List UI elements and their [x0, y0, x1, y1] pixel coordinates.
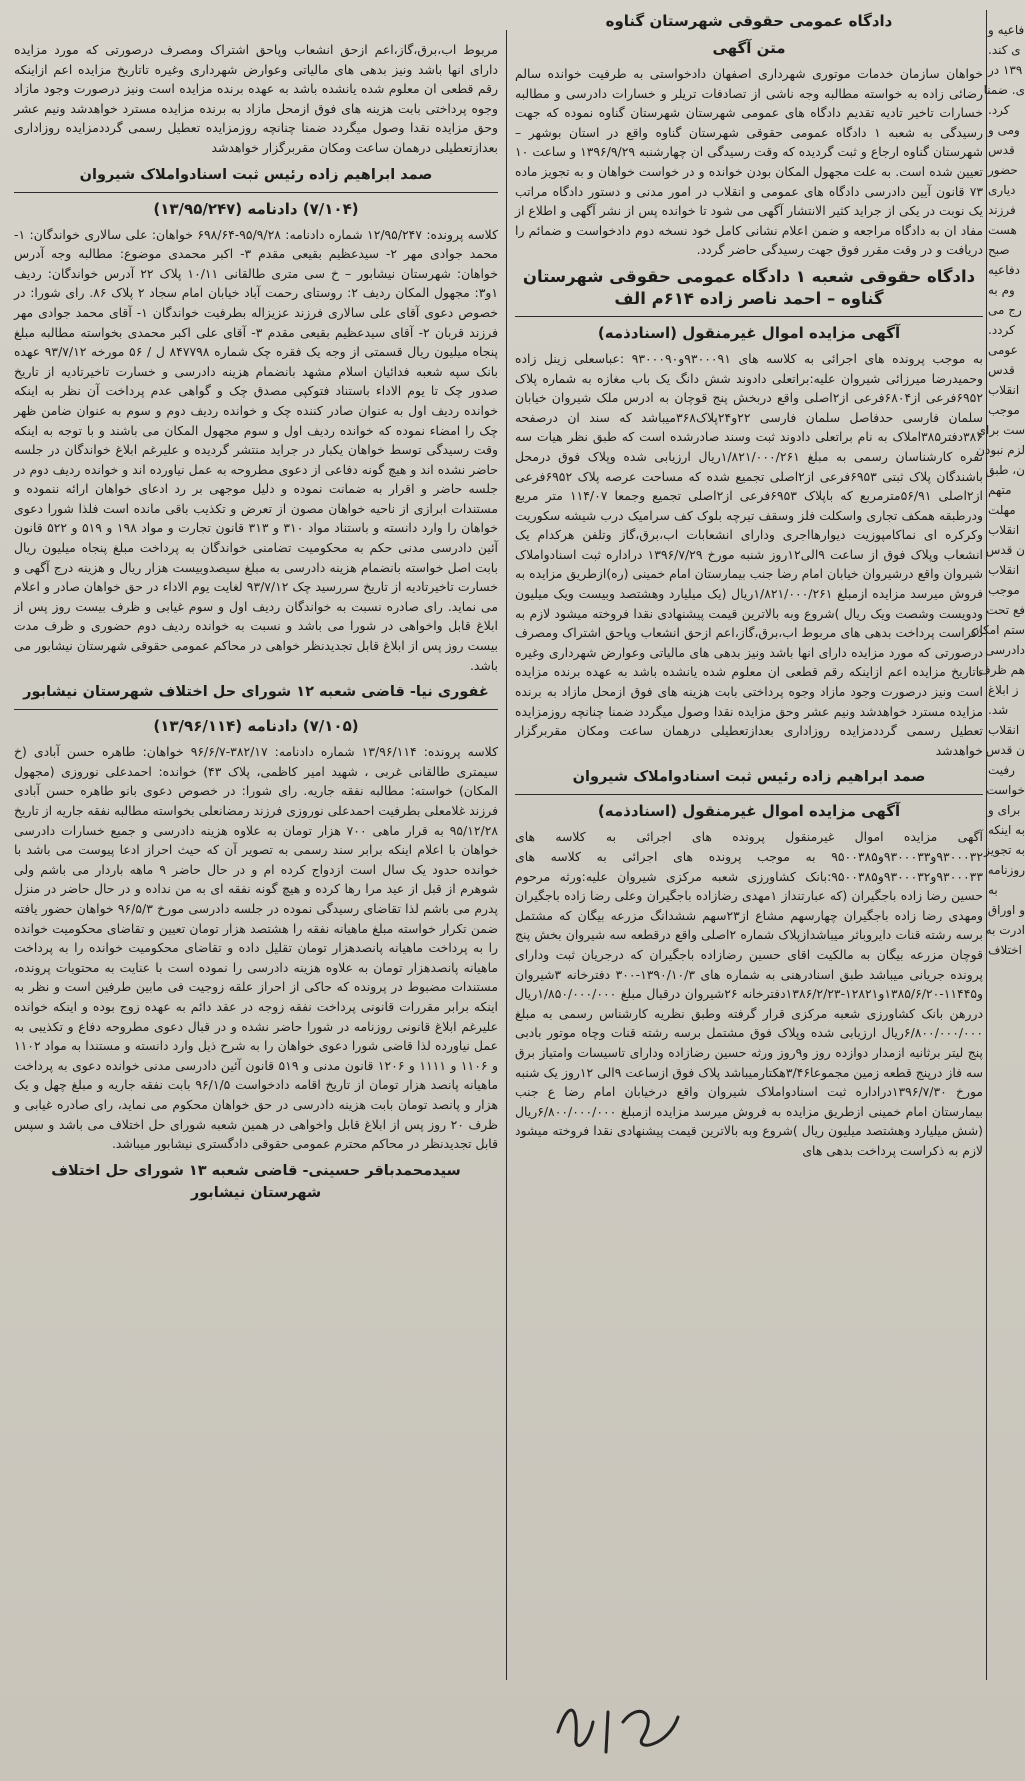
edge-text-fragment: کردد. [988, 323, 1015, 337]
edge-text-fragment: هم ظرف [978, 663, 1025, 677]
edge-text-fragment: مهلت [988, 503, 1016, 517]
notice-signature: دادگاه حقوقی شعبه ۱ دادگاه عمومی حقوقی شهرستان گناوه – احمد ناصر زاده ۶۱۴م الف [522, 266, 976, 308]
edge-text-fragment: ن قدس [985, 743, 1025, 757]
registry-head-signature: صمد ابراهیم زاده رئیس ثبت اسنادواملاک شیروان [79, 166, 433, 183]
edge-text-fragment: دیاری [988, 183, 1016, 197]
edge-text-fragment: ن، طبق [985, 463, 1025, 477]
court-heading: دادگاه عمومی حقوقی شهرستان گناوه [605, 12, 893, 30]
edge-text-fragment: روزنامه [987, 863, 1025, 877]
edge-text-fragment: رج می [988, 303, 1022, 317]
edge-text-fragment: ستم امکان [970, 623, 1025, 637]
edge-text-fragment: ن قدس [985, 543, 1025, 557]
edge-text-fragment: وم به [988, 283, 1015, 297]
left-column [14, 40, 498, 1680]
edge-text-fragment: خواست [986, 783, 1025, 797]
edge-text-fragment: فرزند [988, 203, 1016, 217]
edge-text-fragment: قدس [988, 143, 1015, 157]
edge-text-fragment: فع تحت [986, 603, 1025, 617]
edge-text-fragment: شد. [988, 703, 1009, 717]
column-rule [506, 30, 507, 1680]
edge-text-fragment: حضور [988, 163, 1018, 177]
edge-text-fragment: ز ابلاغ [988, 683, 1019, 697]
right-edge-column [970, 20, 1025, 1680]
edge-text-fragment: موجب [988, 403, 1020, 417]
edge-text-fragment: انقلاب [988, 383, 1020, 397]
edge-text-fragment: ی کند. [988, 43, 1021, 57]
edge-text-fragment: ست برای [976, 423, 1025, 437]
verdict-104-heading: (۷/۱۰۴) دادنامه (۱۳/۹۵/۲۴۷) [153, 199, 359, 218]
edge-text-fragment: قدس [988, 363, 1015, 377]
edge-text-fragment: انقلاب [988, 523, 1020, 537]
edge-text-fragment: و اوراق [987, 903, 1025, 917]
edge-text-fragment: موجب [988, 583, 1020, 597]
edge-text-fragment: ادرت به [985, 923, 1025, 937]
edge-text-fragment: به اینکه [988, 823, 1025, 837]
auction-continuation-text: مربوط اب،برق،گاز،اعم ازحق انشعاب وپاحق اشتراک ومصرف درصورتی که مورد مزایده دارای انها باشد ونیز بدهی های مالیاتی وعوارض شهرداری وغیره تاتاریخ مزایده اعم ازاینکه رقم قطعی ان معلوم شده یانشده باشد به عهده برنده مزایده است ونیز درصورت وجود مازاد وجوه پرداختی بابت هزینه های فوق ازمحل مازاد به برنده مزایده مسترد خواهدشد ونیم عشر وحق مزایده نقدا وصول میگردد ضمنا چنانچه روزمزایده تعطیل رسمی گرددمزایده روزاداری بعدازتعطیلی درهمان ساعت ومکان مقربرگزار خواهدشد [14, 42, 498, 155]
verdict-104-judge-signature: غفوری نیا- قاضی شعبه ۱۲ شورای حل اختلاف شهرستان نیشابور [23, 684, 489, 701]
edge-text-fragment: فاعیه و [988, 23, 1025, 37]
divider [14, 192, 498, 193]
auction-1-signature: صمد ابراهیم زاده رئیس ثبت اسنادواملاک شیروان [572, 769, 926, 786]
edge-text-fragment: رفیت [988, 763, 1015, 777]
notice-body: خواهان سازمان خدمات موتوری شهرداری اصفهان دادخواستی به طرفیت خوانده سالم رضائی زاده به خواسته مطالبه وجه ناشی از تصادفات تریلر و خسارات دادرسی و مطالبه خسارات تاخیر تادیه تقدیم دادگاه های عمومی شهرستان شهرستان گناوه نموده که جهت رسیدگی به شعبه ۱ دادگاه عمومی حقوقی شهرستان گناوه واقع در استان بوشهر – شهرستان گناوه ارجاع و ثبت گردیده که وقت رسیدگی ان چهارشنبه ۱۳۹۶/۹/۲۹ و ساعت ۱۰ تعیین شده است. به علت مجهول المکان بودن خوانده و در خواست خواهان و به تجویز ماده ۷۳ قانون آیین دادرسی دادگاه های عمومی و انقلاب در امور مدنی و دستور دادگاه مراتب یک نوبت در یکی از جراید کثیر الانتشار آگهی می شود تا خوانده پس از نشر آگهی و اطلاع از مفاد ان به دادگاه مراجعه و ضمن اعلام نشانی کامل خود نسخه دوم دادخواست و ضمائم را دریافت و در وقت مقرر فوق جهت رسیدگی حاضر گردد. [515, 66, 984, 258]
edge-text-fragment: برای و [988, 803, 1021, 817]
edge-text-fragment: لزم نبودن [976, 443, 1025, 457]
verdict-105-heading: (۷/۱۰۵) دادنامه (۱۳/۹۶/۱۱۴) [153, 717, 359, 736]
handwritten-signature [548, 1692, 698, 1762]
edge-text-fragment: انقلاب [988, 563, 1020, 577]
edge-text-fragment: اختلاف [988, 943, 1022, 957]
edge-text-fragment: کرد. [988, 103, 1010, 117]
auction-2-body: آگهی مزایده اموال غیرمنقول پرونده های اجرائی به کلاسه های ۹۳۰۰۰۳۲و۹۳۰۰۰۳۳و۹۵۰۰۳۸۵ به موجب پرونده های اجرائی به کلاسه های ۹۳۰۰۰۳۳و۹۳۰۰۰۳۲و۹۵۰۰۳۸۵:بانک کشاورزی شعبه مرکزی شیروان علیه:ورثه مرحوم حسین رضا زاده باجگیران (که عبارتنداز ۱مهدی رضازاده باجگیران وعلی رضا زاده باجگیران ومهدی رضا زاده باجگیران چهارسهم مشاع از۲۳سهم ششدانگ مزرعه بیگان که مشتمل برسه رشته قنات دایروباثر میباشدازپلاک شماره ۲اصلی واقع درقطعه سه شیروان بخش پنج قوچان مزرعه بیگان به مالکیت اقای حسین رضازاده باجگیران که درجریان ثبت ودارای پرونده جریانی میباشد طبق اسنادرهنی به شماره های ۱۳۹۰/۱۰/۳-۳۰۰ دفترخانه ۳شیروان و۱۱۴۴۵-۱۳۸۵/۶/۲۰و۱۲۸۲۱-۱۳۸۶/۲/۲۳دفترخانه ۲۶شیروان درقبال مبلغ ۱/۸۵۰/۰۰۰/۰۰۰ریال دررهن بانک کشاورزی شعبه مرکزی قرار گرفته وطبق نظریه کارشناس رسمی به مبلغ ۶/۸۰۰/۰۰۰/۰۰۰ریال ارزیابی شده وپلاک فوق مشتمل برسه رشته قنات وچاه موتور بادبی پنج لیتر برثانیه ازمدار دوازده روز و۹روز ورثه حسین رضازاده ودارای تاسیسات وامتیاز برق سه فاز درپنج قطعه زمین مجموعا۳/۴۶هکتارمیباشد پلاک فوق ازساعت ۹الی ۱۲روز یک شنبه مورخ ۱۳۹۶/۷/۳۰دراداره ثبت اسنادواملاک شیروان واقع درخیابان امام رضا ع جنب بیمارستان امام خمینی ازطریق مزایده به فروش میرسد مزایده ازمبلغ ۶/۸۰۰/۰۰۰/۰۰۰ریال (شش میلیارد وهشتصد میلیون ریال )شروع وبه بالاترین قیمت پیشنهادی نقدا فروخته میشود لازم به ذکراست پرداخت بدهی های [515, 829, 984, 1158]
auction-1-title: آگهی مزایده اموال غیرمنقول (اسنادذمه) [597, 323, 901, 342]
edge-text-fragment: دفاعیه [988, 263, 1020, 277]
edge-text-fragment: متهم [988, 483, 1012, 497]
edge-text-fragment: ومی و [988, 123, 1020, 137]
edge-text-fragment: ی. ضمنا [983, 83, 1025, 97]
verdict-105-judge-signature: سیدمحمدباقر حسینی- قاضی شعبه ۱۳ شورای حل اختلاف شهرستان نیشابور [51, 1162, 461, 1201]
auction-2-title: آگهی مزایده اموال غیرمنقول (اسنادذمه) [597, 802, 901, 821]
divider [515, 794, 983, 795]
notice-title: متن آگهی [712, 39, 786, 57]
edge-text-fragment: به [988, 883, 998, 897]
divider [515, 316, 983, 317]
edge-text-fragment: ۱۳۹ در [988, 63, 1023, 77]
edge-text-fragment: صبح [988, 243, 1010, 257]
edge-text-fragment: عومی [988, 343, 1018, 357]
auction-1-body: به موجب پرونده های اجرائی به کلاسه های ۹۳۰۰۰۹۱و۹۳۰۰۰۹۰ :عباسعلی زینل زاده وحمیدرضا میرزائی شیروان علیه:براتعلی دادوند شش دانگ یک باب مغازه به شماره پلاک ۶۹۵۲فرعی از۶۸۰۴فرعی از۲اصلی واقع دربخش پنج قوچان به ادرس ملک شیروان خیابان سلمان فارسی حدفاصل سلمان فارسی ۲۲و۲۴پلاک۳۶۸میباشد که سند ان درصفحه ۳۸۶دفتر۳۸۵املاک به نام براتعلی دادوند ثبت وسند صادرشده است که طبق نظر هیات سه نفره کارشناسان رسمی به مبلغ ۱/۸۲۱/۰۰۰/۲۶۱ریال ارزیابی شده وپلاک فوق درمحل باشندگان پلاک ثبتی ۶۹۵۳فرعی از۲اصلی تجمیع شده که مساحت عرصه پلاک ۶۹۵۲فرعی از۲اصلی ۵۶/۹۱مترمربع که باپلاک ۶۹۵۳فرعی از۲اصلی تجمیع وجمعا ۱۱۴/۰۷ متر مربع ودرطبقه همکف تجاری واسکلت فلز وسقف تیرچه بلوک کف سرامیک درب شیشه سکوریت وکرکره ای نماکامپوزیت دیوارهااجری ودارای انشعابات اب،برق،گاز وتلفن هرکدام یک انشعاب وپلاک فوق از ساعت ۹الی۱۲روز شنبه مورخ ۱۳۹۶/۷/۲۹ دراداره ثبت اسنادواملاک شیروان واقع درشیروان خیابان امام رضا جنب بیمارستان امام خمینی (ره)ازطریق مزایده به فروش میرسد مزایده ازمبلغ ۱/۸۲۱/۰۰۰/۲۶۱ریال (یک میلیارد وهشتصد وبیست ویک میلیون ودویست وشصت ویک ریال )شروع وبه بالاترین قیمت پیشنهادی نقدا فروخته میشود لازم به ذکراست پرداخت بدهی های مربوط اب،برق،گاز،اعم ازحق انشعاب وپاحق اشتراک ومصرف درصورتی که مورد مزایده دارای انها باشد ونیز بدهی های مالیاتی وعوارض شهرداری وغیره تاتاریخ مزایده اعم ازاینکه رقم قطعی ان معلوم شده یانشده باشد به عهده برنده مزایده است ونیز درصورت وجود مازاد وجوه پرداختی بابت هزینه های فوق ازمحل مازاد به برنده مزایده مسترد خواهدشد ونیم عشر وحق مزایده نقدا وصول میگردد ضمنا چنانچه روزمزایده تعطیل رسمی گرددمزایده روزاداری بعدازتعطیلی درهمان ساعت ومکان مقربرگزار خواهدشد [515, 350, 984, 758]
edge-text-fragment: دادرسی [985, 643, 1025, 657]
verdict-105-body: کلاسه پرونده: ۱۳/۹۶/۱۱۴ شماره دادنامه: ۳۸۲/۱۷-۹۶/۶/۷ خواهان: طاهره حسن آبادی (خ سیمتری طالقانی غربی ، شهید امیر کاظمی، پلاک ۴۳) خوانده: احمدعلی نوروزی (مجهول المکان) خواسته: مطالبه نفقه جاریه. رای شورا: در خصوص دعوی بانو طاهره حسن آبادی فرزند غلامعلی بطرفیت احمدعلی نوروزی فرزند رمضانعلی بخواسته مطالبه نفقه جاریه از تاریخ ۹۵/۱۲/۲۸ به قرار ماهی ۷۰۰ هزار تومان به علاوه هزینه دادرسی و جمیع خسارات دادرسی خواهان با اعلام اینکه برابر سند رسمی به تصویر آن که حیث احراز ادعا پیوست می باشد با خوانده حدود یک سال است ازدواج کرده ام و در حال حاضر ۹ ماهه باردار می باشم ولی شوهرم از قبل از عید مرا رها کرده و هیچ گونه نفقه ای به من نداده و در حال حاضر در منزل پدرم می باشم لذا تقاضای رسیدگی نموده در جلسه دادرسی مورخ ۹۶/۵/۳ خواهان حضور یافته ضمن تکرار خواسته مبلغ ماهیانه نفقه را هشتصد هزار تومان تعیین و تقاضای محکومیت خوانده را به پرداخت ماهیانه پانصدهزار تومان تقلیل داده و تقاضای محکومیت خوانده را به پرداخت ماهیانه پانصدهزار تومان به علاوه هزینه دادرسی را نموده است با عنایت به محتویات پرونده، مستندات مضبوط در پرونده که حاکی از احراز علقه زوجیت فی مابین طرفین است و نظر به اینکه برابر مقررات قانونی پرداخت نفقه زوجه در عقد دائم به عهده زوج بوده و اینکه خوانده علیرغم ابلاغ قانونی روزنامه در شورا حاضر نشده و در قبال دعوی مطروحه دفاع و تکذیبی به عمل نیاورده لذا قاضی شورا دعوی خواهان را به شرح ذیل وارد دانسته و مستندا به مواد ۱۱۰۲ و ۱۱۰۶ و ۱۱۱۱ و ۱۲۰۶ قانون مدنی و ۵۱۹ قانون آئین دادرسی مدنی خوانده دعوی به پرداخت ماهیانه پانصد هزار تومان از تاریخ اقامه دادخواست ۹۶/۱/۵ بابت نفقه جاریه و مبلغ چهل و یک هزار و پانصد تومان بابت هزینه دادرسی در حق خواهان محکوم می نماید، رای صادره غیابی و ظرف ۲۰ روز پس از ابلاغ قابل واخواهی در همین شعبه شورای حل اختلاف می باشد و سپس قابل تجدیدنظر در محاکم محترم عمومی حقوقی دادگستری نیشابور میباشد. [14, 744, 499, 1152]
edge-text-fragment: انقلاب [988, 723, 1020, 737]
middle-column [515, 4, 983, 1676]
divider [14, 709, 498, 710]
verdict-104-body: کلاسه پرونده: ۱۲/۹۵/۲۴۷ شماره دادنامه: ۹۵/۹/۲۸-۶۹۸/۶۴ خواهان: علی سالاری خواندگان: ۱- محمد جوادی مهر ۲- سیدعظیم بقیعی مقدم ۳- اکبر محمدی موضوع: مطالبه وجه آدرس خواهان: شهرستان نیشابور – خ سی متری طالقانی ۱۰/۱۱ پلاک ۲۲ آدرس خواندگان: ردیف ۱و۳: مجهول المکان ردیف ۲: روستای رحمت آباد خیابان امام سجاد ۲ پلاک ۸۶. رای شورا: در خصوص دعوی آقای علی سالاری فرزند عزیزاله بطرفیت خواندگان ۱- آقای محمد جوادی مهر فرزند قربان ۲- آقای سیدعظیم بقیعی مقدم ۳- آقای علی اکبر محمدی بخواسته مطالبه مبلغ پنجاه میلیون ریال قسمتی از وجه یک فقره چک شماره ۸۴۷۷۹۸ ل / ۵۶ مورخه ۹۳/۷/۱۲ عهده بانک سپه شعبه فدائیان اسلام مشهد بانضمام هزینه دادرسی و خسارت تاخیرتادیه از تاریخ صدور چک تا یوم الاداء باستناد فتوکپی مصدق چک و گواهی عدم پرداخت آن نظر به اینکه خوانده ردیف اول به عنوان صادر کننده چک و خوانده ردیف دوم و سوم به عنوان ضامن ظهر چک را امضاء نموده که خوانده ردیف اول و سوم مجهول المکان می باشند و با توجه به اینکه وقت رسیدگی توسط خواهان یکبار در جراید منتشر گردیده و علیرغم ابلاغ خواندگان در جلسه حاضر نشده اند و هیچ گونه دفاعی از دعوی مطروحه به عمل نیاورده اند و خوانده ردیف دوم در جلسه حاضر و اقرار به ضمانت نموده و دلیل موجهی بر رد ادعای خواهان ارائه ننموده و مستندات ابرازی از ناحیه خواهان مصون از تعرض و تکذیب باقی مانده است فلذا شورا دعوی خواهان را وارد دانسته و باستناد مواد ۳۱۰ و ۳۱۳ قانون تجارت و مواد ۱۹۸ و ۵۱۹ و ۵۲۲ قانون آئین دادرسی مدنی حکم به محکومیت تضامنی خواندگان به پرداخت مبلغ پنجاه میلیون ریال بابت اصل خواسته بانضمام هزینه دادرسی به مبلغ سیصدوبیست هزار ریال و هزینه درج آگهی و خسارت تاخیرتادیه از تاریخ سررسید چک ۹۳/۷/۱۲ لغایت یوم الاداء در حق خواهان صادر و اعلام می نماید. رای صادره نسبت به خواندگان ردیف اول و سوم غیابی و ظرف بیست روز پس از ابلاغ قابل واخواهی در شورا می باشد و نسبت به خوانده ردیف دوم حضوری و ظرف مدت بیست روز پس از ابلاغ قابل تجدیدنظر خواهی در محاکم عمومی حقوقی شهرستان نیشابور می باشد. [14, 226, 499, 673]
edge-text-fragment: هست [988, 223, 1017, 237]
edge-text-fragment: به تجویز [984, 843, 1025, 857]
